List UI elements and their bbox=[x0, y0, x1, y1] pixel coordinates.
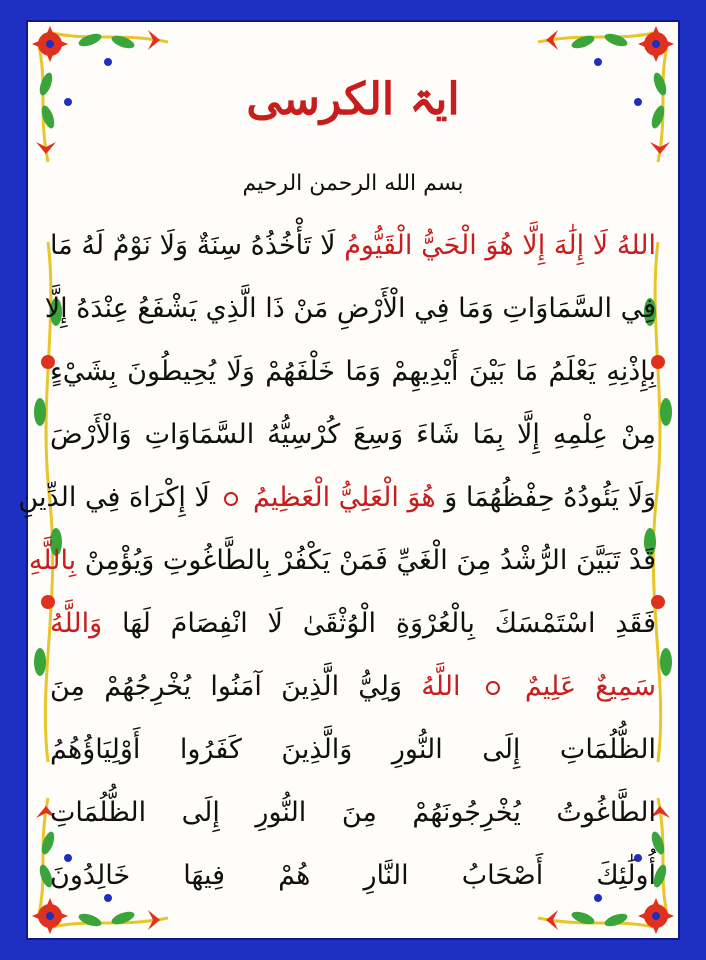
verse-text: وَلِيُّ الَّذِينَ آمَنُوا يُخْرِجُهُمْ مِنَ bbox=[50, 671, 403, 702]
ayah-separator-icon bbox=[224, 492, 238, 506]
verse-highlight: اللهُ لَا إِلَٰهَ إِلَّا هُوَ الْحَيُّ الْقَيُّومُ bbox=[344, 230, 656, 261]
verse-line bbox=[40, 592, 666, 655]
verse-line bbox=[40, 781, 666, 844]
verse-content bbox=[18, 70, 666, 907]
verse-text: الظُّلُمَاتِ إِلَى النُّورِ وَالَّذِينَ كَفَرُوا أَوْلِيَاؤُهُمُ bbox=[50, 734, 656, 765]
verse-line bbox=[28, 529, 666, 592]
verse-highlight: وَاللَّهُ bbox=[50, 608, 103, 639]
verse-text: قَدْ تَبَيَّنَ الرُّشْدُ مِنَ الْغَيِّ فَمَنْ يَكْفُرْ بِالطَّاغُوتِ وَيُؤْمِنْ bbox=[84, 545, 656, 576]
verse-text: مِنْ عِلْمِهِ إِلَّا بِمَا شَاءَ وَسِعَ كُرْسِيُّهُ السَّمَاوَاتِ وَالْأَرْضَ bbox=[50, 419, 656, 450]
verse-line bbox=[40, 214, 666, 277]
verse-line bbox=[40, 844, 666, 907]
verse-text: أُولَٰئِكَ أَصْحَابُ النَّارِ هُمْ فِيهَا خَالِدُونَ bbox=[50, 860, 656, 891]
verse-text: لَا إِكْرَاهَ فِي الدِّينِ bbox=[18, 482, 210, 513]
verse-text: بِإِذْنِهِ يَعْلَمُ مَا بَيْنَ أَيْدِيهِمْ وَمَا خَلْفَهُمْ وَلَا يُحِيطُونَ بِشَيْءٍ bbox=[50, 356, 656, 387]
verse-highlight: هُوَ الْعَلِيُّ الْعَظِيمُ bbox=[253, 482, 436, 513]
page-title: ایۃ الکرسی bbox=[246, 74, 460, 125]
verse-text: فِي السَّمَاوَاتِ وَمَا فِي الْأَرْضِ مَنْ ذَا الَّذِي يَشْفَعُ عِنْدَهُ إِلَّا bbox=[44, 293, 656, 324]
verse-line bbox=[18, 466, 666, 529]
verse-text: لَا تَأْخُذُهُ سِنَةٌ وَلَا نَوْمٌ لَهُ مَا bbox=[50, 230, 336, 261]
verse-line bbox=[40, 277, 666, 340]
verse-highlight: بِاللَّهِ bbox=[28, 545, 77, 576]
verse-text: وَلَا يَئُودُهُ حِفْظُهُمَا وَ bbox=[444, 482, 656, 513]
ayah-separator-icon bbox=[486, 681, 500, 695]
verse-text: الطَّاغُوتُ يُخْرِجُونَهُمْ مِنَ النُّورِ إِلَى الظُّلُمَاتِ bbox=[50, 797, 656, 828]
verse-line bbox=[40, 403, 666, 466]
verse-line bbox=[40, 718, 666, 781]
verse-text: فَقَدِ اسْتَمْسَكَ بِالْعُرْوَةِ الْوُثْقَىٰ لَا انْفِصَامَ لَهَا bbox=[121, 608, 656, 639]
bismillah-line: بسم الله الرحمن الرحيم bbox=[242, 171, 464, 196]
verse-line bbox=[40, 655, 666, 718]
verse-line bbox=[40, 340, 666, 403]
verse-highlight: اللَّهُ bbox=[421, 671, 461, 702]
verse-highlight: سَمِيعٌ عَلِيمٌ bbox=[524, 671, 657, 702]
